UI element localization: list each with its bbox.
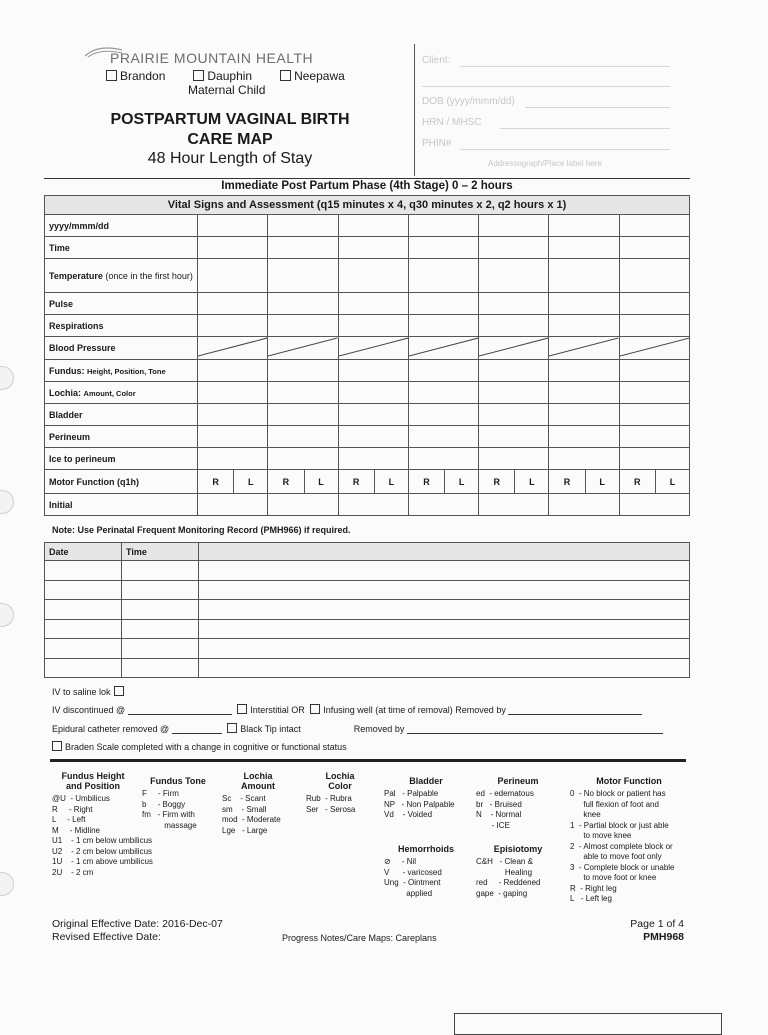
vitals-row <box>45 470 690 494</box>
vitals-entry-cell[interactable] <box>619 215 689 237</box>
iv-discontinued-field[interactable] <box>128 714 232 715</box>
bp-slash-icon <box>409 337 478 357</box>
time-cell[interactable] <box>122 580 199 600</box>
phin-field-label: PHIN# <box>422 138 452 149</box>
note-cell[interactable] <box>199 619 690 639</box>
legend-item: L - Left <box>52 815 86 824</box>
vitals-entry-cell[interactable] <box>549 293 619 315</box>
legend-item: 3 - Complete block or unable <box>570 862 675 872</box>
legend-heading: Hemorrhoids <box>397 844 454 854</box>
legend-item: Lge - Large <box>222 825 268 835</box>
phin-field[interactable] <box>460 149 670 150</box>
vitals-entry-cell[interactable] <box>549 448 619 470</box>
legend-item: Pal - Palpable <box>384 789 439 798</box>
time-cell[interactable] <box>122 619 199 639</box>
legend-heading: Bladder <box>409 776 443 786</box>
vitals-entry-cell[interactable] <box>338 448 408 470</box>
legend-heading: Perineum <box>497 776 539 786</box>
vitals-entry-cell[interactable] <box>408 259 478 293</box>
vitals-row <box>45 448 690 470</box>
vitals-entry-cell[interactable] <box>619 360 689 382</box>
original-effective-date: Original Effective Date: 2016-Dec-07 <box>52 918 223 930</box>
form-subtitle: 48 Hour Length of Stay <box>147 150 313 167</box>
time-column-header: Time <box>122 543 199 561</box>
vitals-entry-cell[interactable] <box>479 360 549 382</box>
progress-note-row <box>45 619 690 639</box>
legend-episiotomy <box>476 844 560 899</box>
vitals-entry-cell[interactable] <box>268 315 338 337</box>
legend-rule <box>50 759 686 762</box>
date-cell[interactable] <box>45 658 122 678</box>
vitals-row <box>45 494 690 516</box>
motor-left-cell[interactable]: L <box>655 470 689 494</box>
binder-hole <box>0 603 14 627</box>
vitals-entry-cell[interactable] <box>408 215 478 237</box>
vitals-entry-cell[interactable] <box>479 448 549 470</box>
vitals-entry-cell[interactable] <box>338 315 408 337</box>
vitals-entry-cell[interactable] <box>198 259 268 293</box>
vitals-entry-cell[interactable] <box>619 382 689 404</box>
vitals-entry-cell[interactable] <box>338 494 408 516</box>
vitals-entry-cell[interactable] <box>549 215 619 237</box>
progress-note-row <box>45 639 690 659</box>
legend-item: mod - Moderate <box>222 815 281 824</box>
legend-heading: Episiotomy <box>493 844 543 854</box>
vitals-entry-cell[interactable] <box>338 360 408 382</box>
vitals-entry-cell[interactable] <box>619 426 689 448</box>
date-cell[interactable] <box>45 639 122 659</box>
motor-right-cell[interactable]: R <box>479 470 515 494</box>
legend-item: massage <box>142 820 197 830</box>
vitals-row-label: Pulse <box>45 293 198 315</box>
progress-note-row <box>45 580 690 600</box>
legend-item: V - varicosed <box>384 867 442 877</box>
vitals-entry-cell[interactable] <box>198 337 268 360</box>
client-field[interactable] <box>460 66 670 67</box>
legend-item: N - Normal <box>476 810 522 819</box>
vitals-entry-cell[interactable] <box>619 404 689 426</box>
legend-item: F - Firm <box>142 789 179 798</box>
binder-hole <box>0 872 14 896</box>
vitals-entry-cell[interactable] <box>408 293 478 315</box>
site-checkbox-neepawa[interactable]: Neepawa <box>280 69 345 83</box>
legend-item: @U - Umbilicus <box>52 794 110 803</box>
vitals-entry-cell[interactable] <box>549 259 619 293</box>
vitals-entry-cell[interactable] <box>549 237 619 259</box>
vitals-entry-cell[interactable] <box>268 382 338 404</box>
hrn-field-label: HRN / MHSC <box>422 117 482 128</box>
bp-slash-icon <box>198 337 267 357</box>
note-cell[interactable] <box>199 600 690 620</box>
checkbox-icon <box>280 70 291 81</box>
vitals-entry-cell[interactable] <box>479 259 549 293</box>
legend-item: full flexion of foot and <box>570 799 659 809</box>
legend-item: - ICE <box>476 820 510 830</box>
motor-left-cell[interactable]: L <box>585 470 619 494</box>
vitals-entry-cell[interactable] <box>479 315 549 337</box>
vitals-entry-cell[interactable] <box>338 337 408 360</box>
vitals-entry-cell[interactable] <box>198 382 268 404</box>
vitals-entry-cell[interactable] <box>268 426 338 448</box>
progress-notes-table <box>44 542 690 678</box>
legend-item: Sc - Scant <box>222 794 266 803</box>
note-cell[interactable] <box>199 580 690 600</box>
vitals-entry-cell[interactable] <box>479 215 549 237</box>
vitals-row <box>45 215 690 237</box>
bp-slash-icon <box>620 337 689 357</box>
iv-discontinued-row: IV discontinued @ Interstitial OR Infusing well (at time of removal) Removed by <box>52 704 688 715</box>
bottom-box <box>454 1013 722 1035</box>
page-number: Page 1 of 4 <box>630 918 684 930</box>
date-column-header: Date <box>45 543 122 561</box>
vitals-entry-cell[interactable] <box>479 382 549 404</box>
motor-left-cell[interactable]: L <box>234 470 268 494</box>
time-cell[interactable] <box>122 658 199 678</box>
vitals-row-label: Temperature (once in the first hour) <box>45 259 198 293</box>
vitals-entry-cell[interactable] <box>198 215 268 237</box>
legend-item: U2 - 2 cm below umbilicus <box>52 846 153 856</box>
vitals-entry-cell[interactable] <box>268 215 338 237</box>
legend-heading: Lochia <box>325 771 355 781</box>
vitals-entry-cell[interactable] <box>408 382 478 404</box>
vitals-entry-cell[interactable] <box>408 315 478 337</box>
vitals-row <box>45 259 690 293</box>
motor-left-cell[interactable]: L <box>374 470 408 494</box>
vitals-entry-cell[interactable] <box>549 404 619 426</box>
legend-item: Healing <box>476 867 533 877</box>
vitals-row <box>45 426 690 448</box>
date-cell[interactable] <box>45 561 122 581</box>
form-title: POSTPARTUM VAGINAL BIRTH CARE MAP <box>110 111 350 148</box>
binder-hole <box>0 366 14 390</box>
vitals-entry-cell[interactable] <box>408 494 478 516</box>
vitals-row <box>45 360 690 382</box>
motor-right-cell[interactable]: R <box>268 470 304 494</box>
legend-item: applied <box>384 888 433 898</box>
legend-item: able to move foot only <box>570 852 662 861</box>
legend-item: Rub - Rubra <box>306 794 352 803</box>
legend-motor-function <box>570 776 688 905</box>
bp-slash-icon <box>549 337 618 357</box>
vitals-entry-cell[interactable] <box>408 426 478 448</box>
legend-hemorrhoids <box>384 844 468 899</box>
legend-item: br - Bruised <box>476 799 522 809</box>
iv-saline-lok: IV to saline lok <box>52 686 127 697</box>
vitals-entry-cell[interactable] <box>619 337 689 360</box>
bp-slash-icon <box>339 337 408 357</box>
legend-heading: Motor Function <box>596 776 662 786</box>
vitals-entry-cell[interactable] <box>479 337 549 360</box>
vitals-entry-cell[interactable] <box>338 293 408 315</box>
legend-heading: Lochia <box>243 771 273 781</box>
braden-row: Braden Scale completed with a change in cognitive or functional status <box>52 741 347 752</box>
legend-item: ed - edematous <box>476 789 534 798</box>
vitals-row-label: Fundus: Height, Position, Tone <box>45 360 198 382</box>
site-checkbox-brandon[interactable]: Brandon <box>106 69 165 83</box>
vitals-entry-cell[interactable] <box>479 404 549 426</box>
date-cell[interactable] <box>45 580 122 600</box>
checkbox-icon[interactable] <box>114 686 124 696</box>
legend-heading: Fundus Height <box>61 771 125 781</box>
vitals-entry-cell[interactable] <box>408 448 478 470</box>
legend-item: ⊘ - Nil <box>384 857 417 866</box>
legend-heading: Amount <box>241 781 275 791</box>
vitals-entry-cell[interactable] <box>619 259 689 293</box>
motor-right-cell[interactable]: R <box>338 470 374 494</box>
legend-item: gape - gaping <box>476 888 528 898</box>
hrn-field[interactable] <box>500 128 670 129</box>
vitals-entry-cell[interactable] <box>408 360 478 382</box>
vital-signs-table <box>44 195 690 516</box>
dob-field[interactable] <box>525 107 670 108</box>
binder-hole <box>0 490 14 514</box>
vitals-entry-cell[interactable] <box>338 215 408 237</box>
vitals-entry-cell[interactable] <box>549 315 619 337</box>
vitals-title: Vital Signs and Assessment (q15 minutes x 4, q30 minutes x 2, q2 hours x 1) <box>45 196 690 215</box>
vitals-entry-cell[interactable] <box>479 426 549 448</box>
vitals-entry-cell[interactable] <box>198 404 268 426</box>
vitals-entry-cell[interactable] <box>479 293 549 315</box>
vitals-entry-cell[interactable] <box>268 237 338 259</box>
progress-note-row <box>45 658 690 678</box>
vitals-entry-cell[interactable] <box>198 494 268 516</box>
header-rule <box>44 178 690 179</box>
progress-note-row <box>45 600 690 620</box>
legend-fundus-tone <box>142 776 214 831</box>
legend-item: to move foot or knee <box>570 873 657 882</box>
braden-checkbox[interactable] <box>52 741 62 751</box>
org-name: PRAIRIE MOUNTAIN HEALTH <box>110 50 314 66</box>
motor-left-cell[interactable]: L <box>304 470 338 494</box>
vitals-entry-cell[interactable] <box>268 259 338 293</box>
vitals-entry-cell[interactable] <box>338 382 408 404</box>
vitals-row <box>45 315 690 337</box>
epidural-time-field[interactable] <box>172 733 222 734</box>
motor-right-cell[interactable]: R <box>549 470 585 494</box>
time-cell[interactable] <box>122 600 199 620</box>
legend-item: b - Boggy <box>142 799 186 809</box>
vitals-entry-cell[interactable] <box>619 494 689 516</box>
vitals-entry-cell[interactable] <box>338 426 408 448</box>
vitals-row <box>45 404 690 426</box>
iv-removed-by-field[interactable] <box>508 714 642 715</box>
vitals-row <box>45 382 690 404</box>
vitals-row-label: Lochia: Amount, Color <box>45 382 198 404</box>
legend-perineum <box>476 776 560 831</box>
note-cell[interactable] <box>199 658 690 678</box>
checkbox-icon <box>193 70 204 81</box>
legend-item: to move knee <box>570 831 632 840</box>
vitals-row-label: Blood Pressure <box>45 337 198 360</box>
legend-item: R - Right leg <box>570 883 617 893</box>
vitals-entry-cell[interactable] <box>268 448 338 470</box>
subunit: Maternal Child <box>188 83 266 97</box>
legend-item: Vd - Voided <box>384 810 433 819</box>
phase-title: Immediate Post Partum Phase (4th Stage) 0 – 2 hours <box>221 180 513 192</box>
vitals-row-label: Time <box>45 237 198 259</box>
motor-left-cell[interactable]: L <box>515 470 549 494</box>
note-cell[interactable] <box>199 639 690 659</box>
vitals-row-label: Motor Function (q1h) <box>45 470 198 494</box>
motor-right-cell[interactable]: R <box>619 470 655 494</box>
legend-item: 2U - 2 cm <box>52 867 94 877</box>
vitals-entry-cell[interactable] <box>338 237 408 259</box>
monitoring-note: Note: Use Perinatal Frequent Monitoring Record (PMH966) if required. <box>52 525 351 535</box>
date-cell[interactable] <box>45 600 122 620</box>
vitals-entry-cell[interactable] <box>198 426 268 448</box>
legend-bladder <box>384 776 468 821</box>
note-cell[interactable] <box>199 561 690 581</box>
black-tip-checkbox[interactable] <box>227 723 237 733</box>
legend-lochia-color <box>306 771 374 815</box>
vitals-entry-cell[interactable] <box>408 404 478 426</box>
form-number: PMH968 <box>643 931 684 943</box>
vitals-entry-cell[interactable] <box>619 237 689 259</box>
vitals-entry-cell[interactable] <box>619 293 689 315</box>
legend-item: knee <box>570 810 601 819</box>
date-cell[interactable] <box>45 619 122 639</box>
vitals-row-label: Ice to perineum <box>45 448 198 470</box>
vitals-entry-cell[interactable] <box>268 494 338 516</box>
vitals-entry-cell[interactable] <box>479 494 549 516</box>
legend-item: 0 - No block or patient has <box>570 789 666 798</box>
vitals-row <box>45 237 690 259</box>
bp-slash-icon <box>479 337 548 357</box>
legend-item: R - Right <box>52 804 93 814</box>
checkbox-icon <box>106 70 117 81</box>
legend-item: L - Left leg <box>570 894 612 903</box>
vitals-entry-cell[interactable] <box>268 293 338 315</box>
epidural-removed-by-field[interactable] <box>407 733 663 734</box>
vitals-row <box>45 293 690 315</box>
legend-item: 1 - Partial block or just able <box>570 820 669 830</box>
legend-item: sm - Small <box>222 804 267 814</box>
site-checkboxes <box>106 69 345 83</box>
legend-item: 2 - Almost complete block or <box>570 841 673 851</box>
vitals-entry-cell[interactable] <box>549 337 619 360</box>
vitals-entry-cell[interactable] <box>338 259 408 293</box>
interstitial-checkbox[interactable] <box>237 704 247 714</box>
legend-lochia-amount <box>222 771 294 836</box>
vitals-entry-cell[interactable] <box>408 337 478 360</box>
legend-item: NP - Non Palpable <box>384 799 455 809</box>
vitals-entry-cell[interactable] <box>408 237 478 259</box>
client-field-label: Client: <box>422 55 451 66</box>
vitals-entry-cell[interactable] <box>198 360 268 382</box>
site-checkbox-dauphin[interactable]: Dauphin <box>193 69 252 83</box>
dob-field-label: DOB (yyyy/mmm/dd) <box>422 96 515 107</box>
legend-heading: Fundus Tone <box>150 776 206 786</box>
vitals-entry-cell[interactable] <box>268 404 338 426</box>
vitals-entry-cell[interactable] <box>549 382 619 404</box>
vitals-row-label: Respirations <box>45 315 198 337</box>
addressograph-note: Addressograph/Place label here <box>488 159 602 168</box>
legend-item: M - Midline <box>52 825 101 835</box>
vitals-entry-cell[interactable] <box>198 293 268 315</box>
legend-item: 1U - 1 cm above umbilicus <box>52 857 153 866</box>
vitals-entry-cell[interactable] <box>549 494 619 516</box>
vitals-entry-cell[interactable] <box>338 404 408 426</box>
legend-heading: and Position <box>66 781 120 791</box>
legend-item: Ser - Serosa <box>306 804 356 814</box>
vitals-entry-cell[interactable] <box>268 360 338 382</box>
vitals-entry-cell[interactable] <box>198 448 268 470</box>
vitals-row-label: Initial <box>45 494 198 516</box>
vitals-row-label: Perineum <box>45 426 198 448</box>
vitals-row-label: Bladder <box>45 404 198 426</box>
vitals-entry-cell[interactable] <box>619 315 689 337</box>
motor-right-cell[interactable]: R <box>198 470 234 494</box>
vitals-entry-cell[interactable] <box>619 448 689 470</box>
legend-heading: Color <box>328 781 352 791</box>
motor-left-cell[interactable]: L <box>445 470 479 494</box>
vitals-row-label: yyyy/mmm/dd <box>45 215 198 237</box>
epidural-row: Epidural catheter removed @ Black Tip intact Removed by <box>52 723 688 734</box>
vitals-entry-cell[interactable] <box>198 315 268 337</box>
bp-slash-icon <box>268 337 337 357</box>
vitals-entry-cell[interactable] <box>549 426 619 448</box>
legend-item: red - Reddened <box>476 878 541 887</box>
legend-item: Ung - Ointment <box>384 878 441 887</box>
legend-item: U1 - 1 cm below umbilicus <box>52 836 153 845</box>
client-field-line[interactable] <box>422 86 670 87</box>
notes-column-header <box>199 543 690 561</box>
footer-center: Progress Notes/Care Maps: Careplans <box>282 933 437 943</box>
progress-note-row <box>45 561 690 581</box>
motor-right-cell[interactable]: R <box>408 470 444 494</box>
divider <box>414 44 415 176</box>
vitals-entry-cell[interactable] <box>268 337 338 360</box>
vitals-entry-cell[interactable] <box>198 237 268 259</box>
vitals-entry-cell[interactable] <box>479 237 549 259</box>
time-cell[interactable] <box>122 561 199 581</box>
infusing-checkbox[interactable] <box>310 704 320 714</box>
legend-item: C&H - Clean & <box>476 857 533 866</box>
vitals-row <box>45 337 690 360</box>
legend-item: fm - Firm with <box>142 810 195 819</box>
legend-fundus-height <box>52 771 153 878</box>
revised-effective-date: Revised Effective Date: <box>52 931 161 943</box>
time-cell[interactable] <box>122 639 199 659</box>
vitals-entry-cell[interactable] <box>549 360 619 382</box>
